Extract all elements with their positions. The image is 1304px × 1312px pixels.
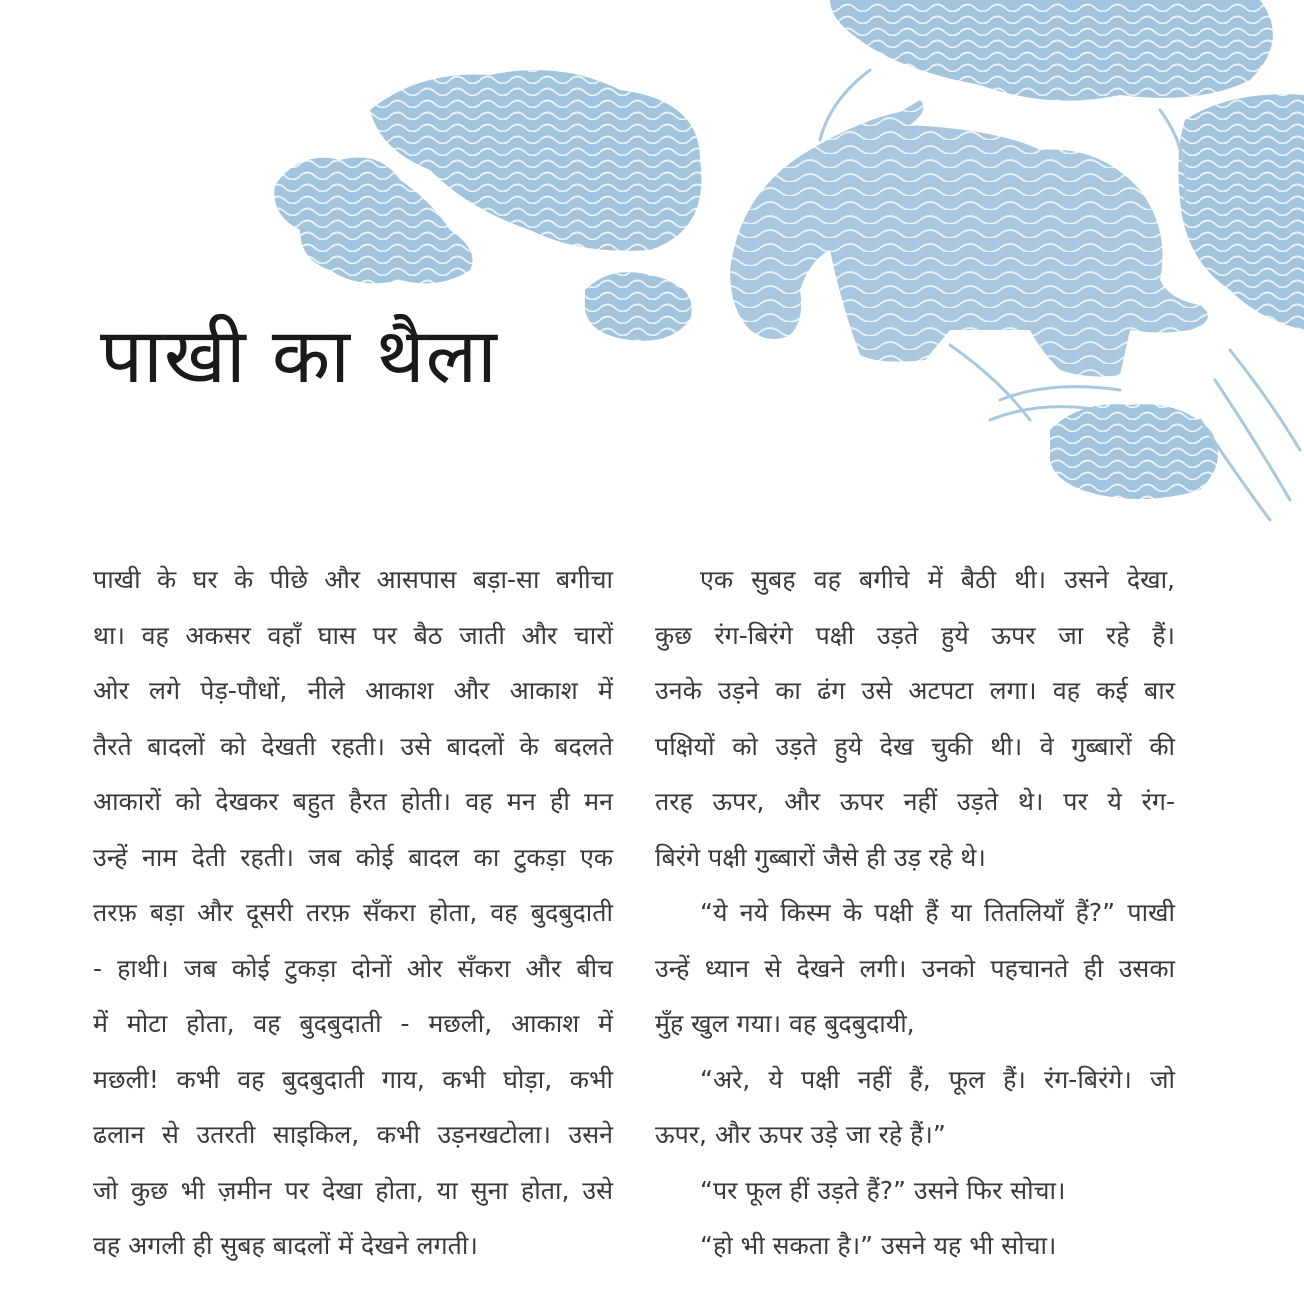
text-line: कुछ रंग-बिरंगे पक्षी उड़ते हुये ऊपर जा रहे हैं।: [655, 620, 1175, 650]
text-line: ढलान से उतरती साइकिल, कभी उड़नखटोला। उसने: [93, 1120, 613, 1149]
text-line: “अरे, ये पक्षी नहीं हैं, फूल हैं। रंग-बिरंगे। जो: [700, 1064, 1175, 1094]
text-line: उन्हें ध्यान से देखने लगी। उनको पहचानते ही उसका: [655, 953, 1175, 983]
story-column-left: [93, 552, 613, 1274]
text-line: आकारों को देखकर बहुत हैरत होती। वह मन ही मन: [93, 787, 613, 816]
text-line: “पर फूल हीं उड़ते हैं?” उसने फिर सोचा।: [700, 1175, 1066, 1205]
text-line: था। वह अकसर वहाँ घास पर बैठ जाती और चारों: [93, 620, 613, 650]
text-line: उनके उड़ने का ढंग उसे अटपटा लगा। वह कई बार: [655, 676, 1175, 705]
text-line: ऊपर, और ऊपर उड़े जा रहे हैं।”: [655, 1120, 946, 1149]
text-line: में मोटा होता, वह बुदबुदाती - मछली, आकाश में: [93, 1009, 613, 1038]
cloud-animals-illustration: [0, 0, 1304, 540]
text-line: तरफ़ बड़ा और दूसरी तरफ़ सँकरा होता, वह बुदबुदाती: [93, 898, 613, 927]
text-line: एक सुबह वह बगीचे में बैठी थी। उसने देखा,: [700, 565, 1175, 594]
text-line: तरह ऊपर, और ऊपर नहीं उड़ते थे। पर ये रंग-: [655, 787, 1175, 816]
story-title: [100, 311, 498, 400]
text-line: तैरते बादलों को देखती रहती। उसे बादलों के बदलते: [93, 731, 613, 761]
text-line: - हाथी। जब कोई टुकड़ा दोनों ओर सँकरा और बीच: [93, 953, 613, 983]
elephant-cloud: [730, 100, 1208, 377]
text-line: पक्षियों को उड़ते हुये देख चुकी थी। वे गुब्बारों की: [655, 731, 1175, 761]
story-title-text: पाखी का थैला: [100, 311, 498, 400]
text-line: मछली! कभी वह बुदबुदाती गाय, कभी घोड़ा, कभी: [93, 1064, 613, 1094]
text-line: ओर लगे पेड़-पौधों, नीले आकाश और आकाश में: [93, 676, 613, 705]
text-line: “हो भी सकता है।” उसने यह भी सोचा।: [700, 1231, 1057, 1260]
story-column-right: [655, 552, 1175, 1274]
text-line: वह अगली ही सुबह बादलों में देखने लगती।: [93, 1231, 478, 1260]
text-line: जो कुछ भी ज़मीन पर देखा होता, या सुना होता, उसे: [93, 1175, 613, 1205]
text-line: बिरंगे पक्षी गुब्बारों जैसे ही उड़ रहे थे।: [655, 842, 986, 872]
cloud-bottom-right: [1050, 404, 1218, 499]
text-line: “ये नये किस्म के पक्षी हैं या तितलियाँ हैं?” पाखी: [700, 898, 1175, 927]
cloud-top: [830, 0, 1273, 101]
text-line: उन्हें नाम देती रहती। जब कोई बादल का टुकड़ा एक: [93, 842, 613, 872]
text-line: मुँह खुल गया। वह बुदबुदायी,: [655, 1009, 915, 1038]
cloud-right: [1178, 94, 1304, 330]
cloud-small-lower: [585, 272, 692, 341]
text-line: पाखी के घर के पीछे और आसपास बड़ा-सा बगीचा: [93, 565, 613, 594]
